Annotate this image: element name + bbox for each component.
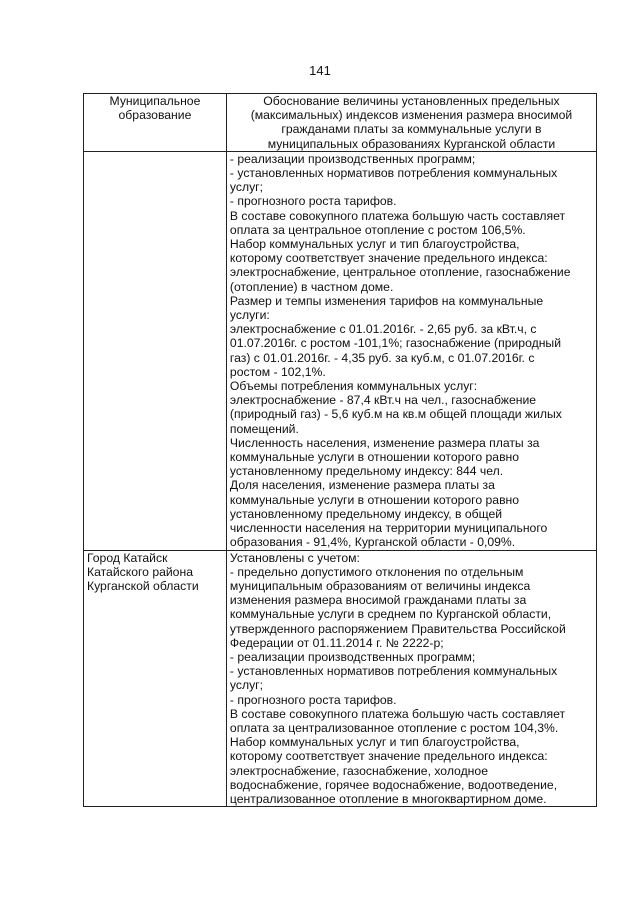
justification-line: услуг; xyxy=(229,180,264,195)
justification-line: - прогнозного роста тарифов. xyxy=(229,194,397,209)
justification-line: помещений. xyxy=(229,421,299,436)
header-justification xyxy=(226,94,596,152)
justification-line: услуги: xyxy=(229,308,270,323)
justification-line: оплата за централизованное отопление с ростом 104,3%. xyxy=(229,720,559,735)
justification-line: установленному предельному индексу, в общей xyxy=(229,506,503,521)
justification-line: - реализации производственных программ; xyxy=(229,151,476,166)
justification-line: В составе совокупного платежа большую часть составляет xyxy=(229,208,566,223)
justification-line: Доля населения, изменение размера платы за xyxy=(229,478,495,493)
municipality-line: Катайского района xyxy=(87,564,193,579)
page-number: 141 xyxy=(309,63,331,78)
header-line: Муниципальное xyxy=(109,94,201,108)
header-line: образование xyxy=(118,108,192,123)
justification-line: централизованное отопление в многоквартирном доме. xyxy=(229,791,547,806)
municipality-line: Город Катайск xyxy=(87,550,168,565)
justification-line: Набор коммунальных услуг и тип благоустройства, xyxy=(229,237,520,252)
justification-line: численности населения на территории муниципального xyxy=(229,521,548,536)
justification-line: изменения размера вносимой гражданами платы за xyxy=(229,593,527,608)
header-line: Обоснование величины установленных предельных xyxy=(263,94,560,108)
table-row xyxy=(84,151,597,550)
justification-cell xyxy=(226,550,596,807)
municipality-cell xyxy=(84,151,227,550)
justification-line: электроснабжение - 87,4 кВт.ч на чел., газоснабжение xyxy=(229,393,537,408)
municipality-line: Курганской области xyxy=(87,578,199,593)
tariff-justification-table xyxy=(83,93,597,807)
justification-line: водоснабжение, горячее водоснабжение, водоотведение, xyxy=(229,777,558,792)
justification-line: электроснабжение, центральное отопление, газоснабжение xyxy=(229,265,571,280)
justification-line: (отопление) в частном доме. xyxy=(229,279,394,294)
header-line: гражданами платы за коммунальные услуги в xyxy=(281,122,542,137)
justification-line: коммунальные услуги в среднем по Курганской области, xyxy=(229,607,552,622)
table-header-row xyxy=(84,94,597,152)
justification-line: - предельно допустимого отклонения по отдельным xyxy=(229,564,524,579)
justification-line: установленному предельному индексу: 844 чел. xyxy=(229,464,504,479)
municipality-cell xyxy=(84,550,227,807)
justification-line: Размер и темпы изменения тарифов на коммунальные xyxy=(229,293,544,308)
justification-line: образования - 91,4%, Курганской области - 0,09%. xyxy=(229,535,516,550)
justification-line: коммунальные услуги в отношении которого равно xyxy=(229,450,520,465)
table-row xyxy=(84,550,597,807)
justification-line: которому соответствует значение предельного индекса: xyxy=(229,251,548,266)
justification-line: оплата за центральное отопление с ростом 106,5%. xyxy=(229,222,526,237)
justification-line: коммунальные услуги в отношении которого равно xyxy=(229,492,520,507)
justification-line: электроснабжение, газоснабжение, холодное xyxy=(229,763,488,778)
justification-cell xyxy=(226,151,596,550)
header-municipality xyxy=(84,94,227,152)
justification-line: ростом - 102,1%. xyxy=(229,364,326,379)
justification-line: (природный газ) - 5,6 куб.м на кв.м общей площади жилых xyxy=(229,407,562,422)
justification-line: которому соответствует значение предельного индекса: xyxy=(229,749,548,764)
justification-line: электроснабжение с 01.01.2016г. - 2,65 руб. за кВт.ч, с xyxy=(229,322,537,337)
header-line: муниципальных образованиях Курганской области xyxy=(267,136,556,151)
justification-line: муниципальным образованиям от величины индекса xyxy=(229,578,531,593)
justification-line: - установленных нормативов потребления коммунальных xyxy=(229,664,558,679)
justification-line: Объемы потребления коммунальных услуг: xyxy=(229,379,478,394)
justification-line: услуг; xyxy=(229,678,264,693)
justification-line: Федерации от 01.11.2014 г. № 2222-р; xyxy=(229,635,444,650)
justification-line: - реализации производственных программ; xyxy=(229,649,476,664)
justification-line: газ) с 01.01.2016г. - 4,35 руб. за куб.м, с 01.07.2016г. с xyxy=(229,350,535,365)
justification-line: 01.07.2016г. с ростом -101,1%; газоснабжение (природный xyxy=(229,336,561,351)
justification-line: Установлены с учетом: xyxy=(229,550,360,565)
justification-line: Набор коммунальных услуг и тип благоустройства, xyxy=(229,735,520,750)
justification-line: утвержденного распоряжением Правительства Российской xyxy=(229,621,566,636)
justification-line: В составе совокупного платежа большую часть составляет xyxy=(229,706,566,721)
justification-line: - прогнозного роста тарифов. xyxy=(229,692,397,707)
justification-line: Численность населения, изменение размера платы за xyxy=(229,435,540,450)
header-line: (максимальных) индексов изменения размера вносимой xyxy=(250,108,573,123)
justification-line: - установленных нормативов потребления коммунальных xyxy=(229,166,558,181)
